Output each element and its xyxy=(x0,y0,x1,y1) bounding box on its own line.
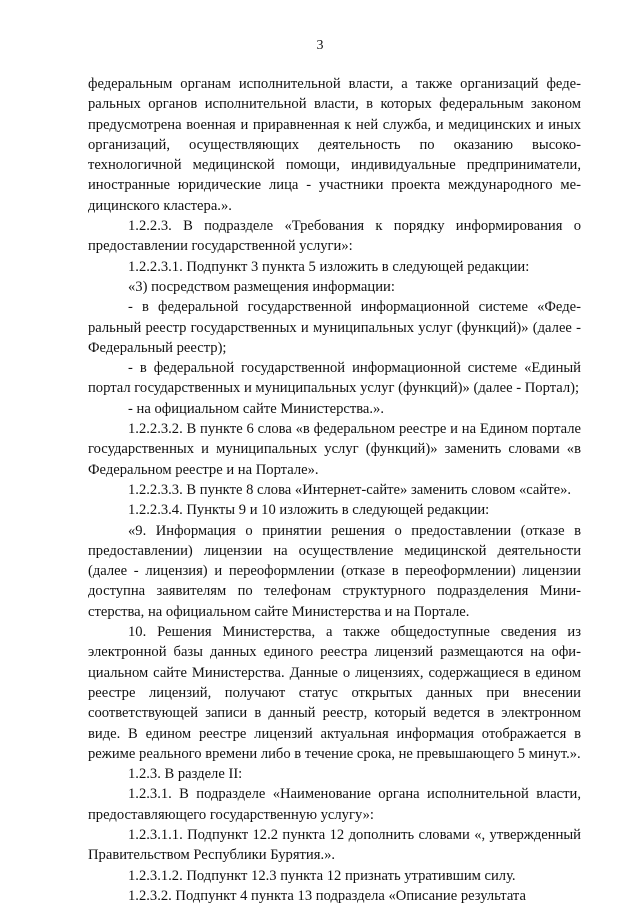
paragraph: - на официальном сайте Министерства.». xyxy=(128,400,384,417)
paragraph: «3) посредством размещения информации: xyxy=(128,278,395,295)
paragraph: 1.2.3.1.1. Подпункт 12.2 пункта 12 дополнить словами «, утвержденный Правительством Республики Бурятия.». xyxy=(88,826,581,864)
paragraph: 1.2.2.3.1. Подпункт 3 пункта 5 изложить в следующей редакции: xyxy=(128,258,530,275)
document-body xyxy=(88,74,581,906)
paragraph: 1.2.3.1.2. Подпункт 12.3 пункта 12 признать утратившим силу. xyxy=(128,867,516,884)
paragraph: - в федеральной государственной информационной системе «Федеральный реестр государственных и муниципальных услуг (функций)» (далее - Федеральный реестр); xyxy=(88,299,581,356)
paragraph: 1.2.2.3.2. В пункте 6 слова «в федеральном реестре и на Едином портале государственных и муниципальных услуг (функций)» заменить словами «в Федеральном реестре и на Портале». xyxy=(88,421,581,478)
paragraph: 1.2.3.2. Подпункт 4 пункта 13 подраздела «Описание результата xyxy=(128,887,526,904)
paragraph: 1.2.2.3.4. Пункты 9 и 10 изложить в следующей редакции: xyxy=(128,502,490,519)
paragraph: 1.2.3.1. В подразделе «Наименование органа исполнительной власти, предоставляющего государственную услугу»: xyxy=(88,786,581,823)
paragraph: 1.2.2.3.3. В пункте 8 слова «Интернет-сайте» заменить словом «сайте». xyxy=(128,481,572,498)
paragraph: 1.2.2.3. В подразделе «Требования к порядку информирования о предоставлении государственной услуги»: xyxy=(88,218,581,255)
page-number: 3 xyxy=(316,38,324,53)
paragraph: «9. Информация о принятии решения о предоставлении (отказе в предоставлении) лицензии на осуществление медицинской деятельности (далее - лицензия) и переоформлении (отказе в переоформлении) лицензии доступна заявителям по телефонам структурного подразделения Министерства, на официальном сайте Министерства и на Портале. xyxy=(88,522,581,620)
paragraph: 1.2.3. В разделе II: xyxy=(128,766,243,783)
paragraph: - в федеральной государственной информационной системе «Единый портал государственных и муниципальных услуг (функций)» (далее - Портал); xyxy=(88,360,581,397)
paragraph: 10. Решения Министерства, а также общедоступные сведения из электронной базы данных единого реестра лицензий размещаются на официальном сайте Министерства. Данные о лицензиях, содержащиеся в едином реестре лицензий, получают статус открытых данных при внесении соответствующей записи в данный реестр, который ведется в электронном виде. В едином реестре лицензий актуальная информация отображается в режиме реального времени либо в течение срока, не превышающего 5 минут.». xyxy=(88,624,581,762)
paragraph: федеральным органам исполнительной власти, а также организаций федеральных органов исполнительной власти, в которых федеральным законом предусмотрена военная и приравненная к ней служба, и медицинских и иных организаций, осуществляющих деятельность по оказанию высокотехнологичной медицинской помощи, индивидуальные предприниматели, иностранные юридические лица - участники проекта международного медицинского кластера.». xyxy=(88,76,581,214)
